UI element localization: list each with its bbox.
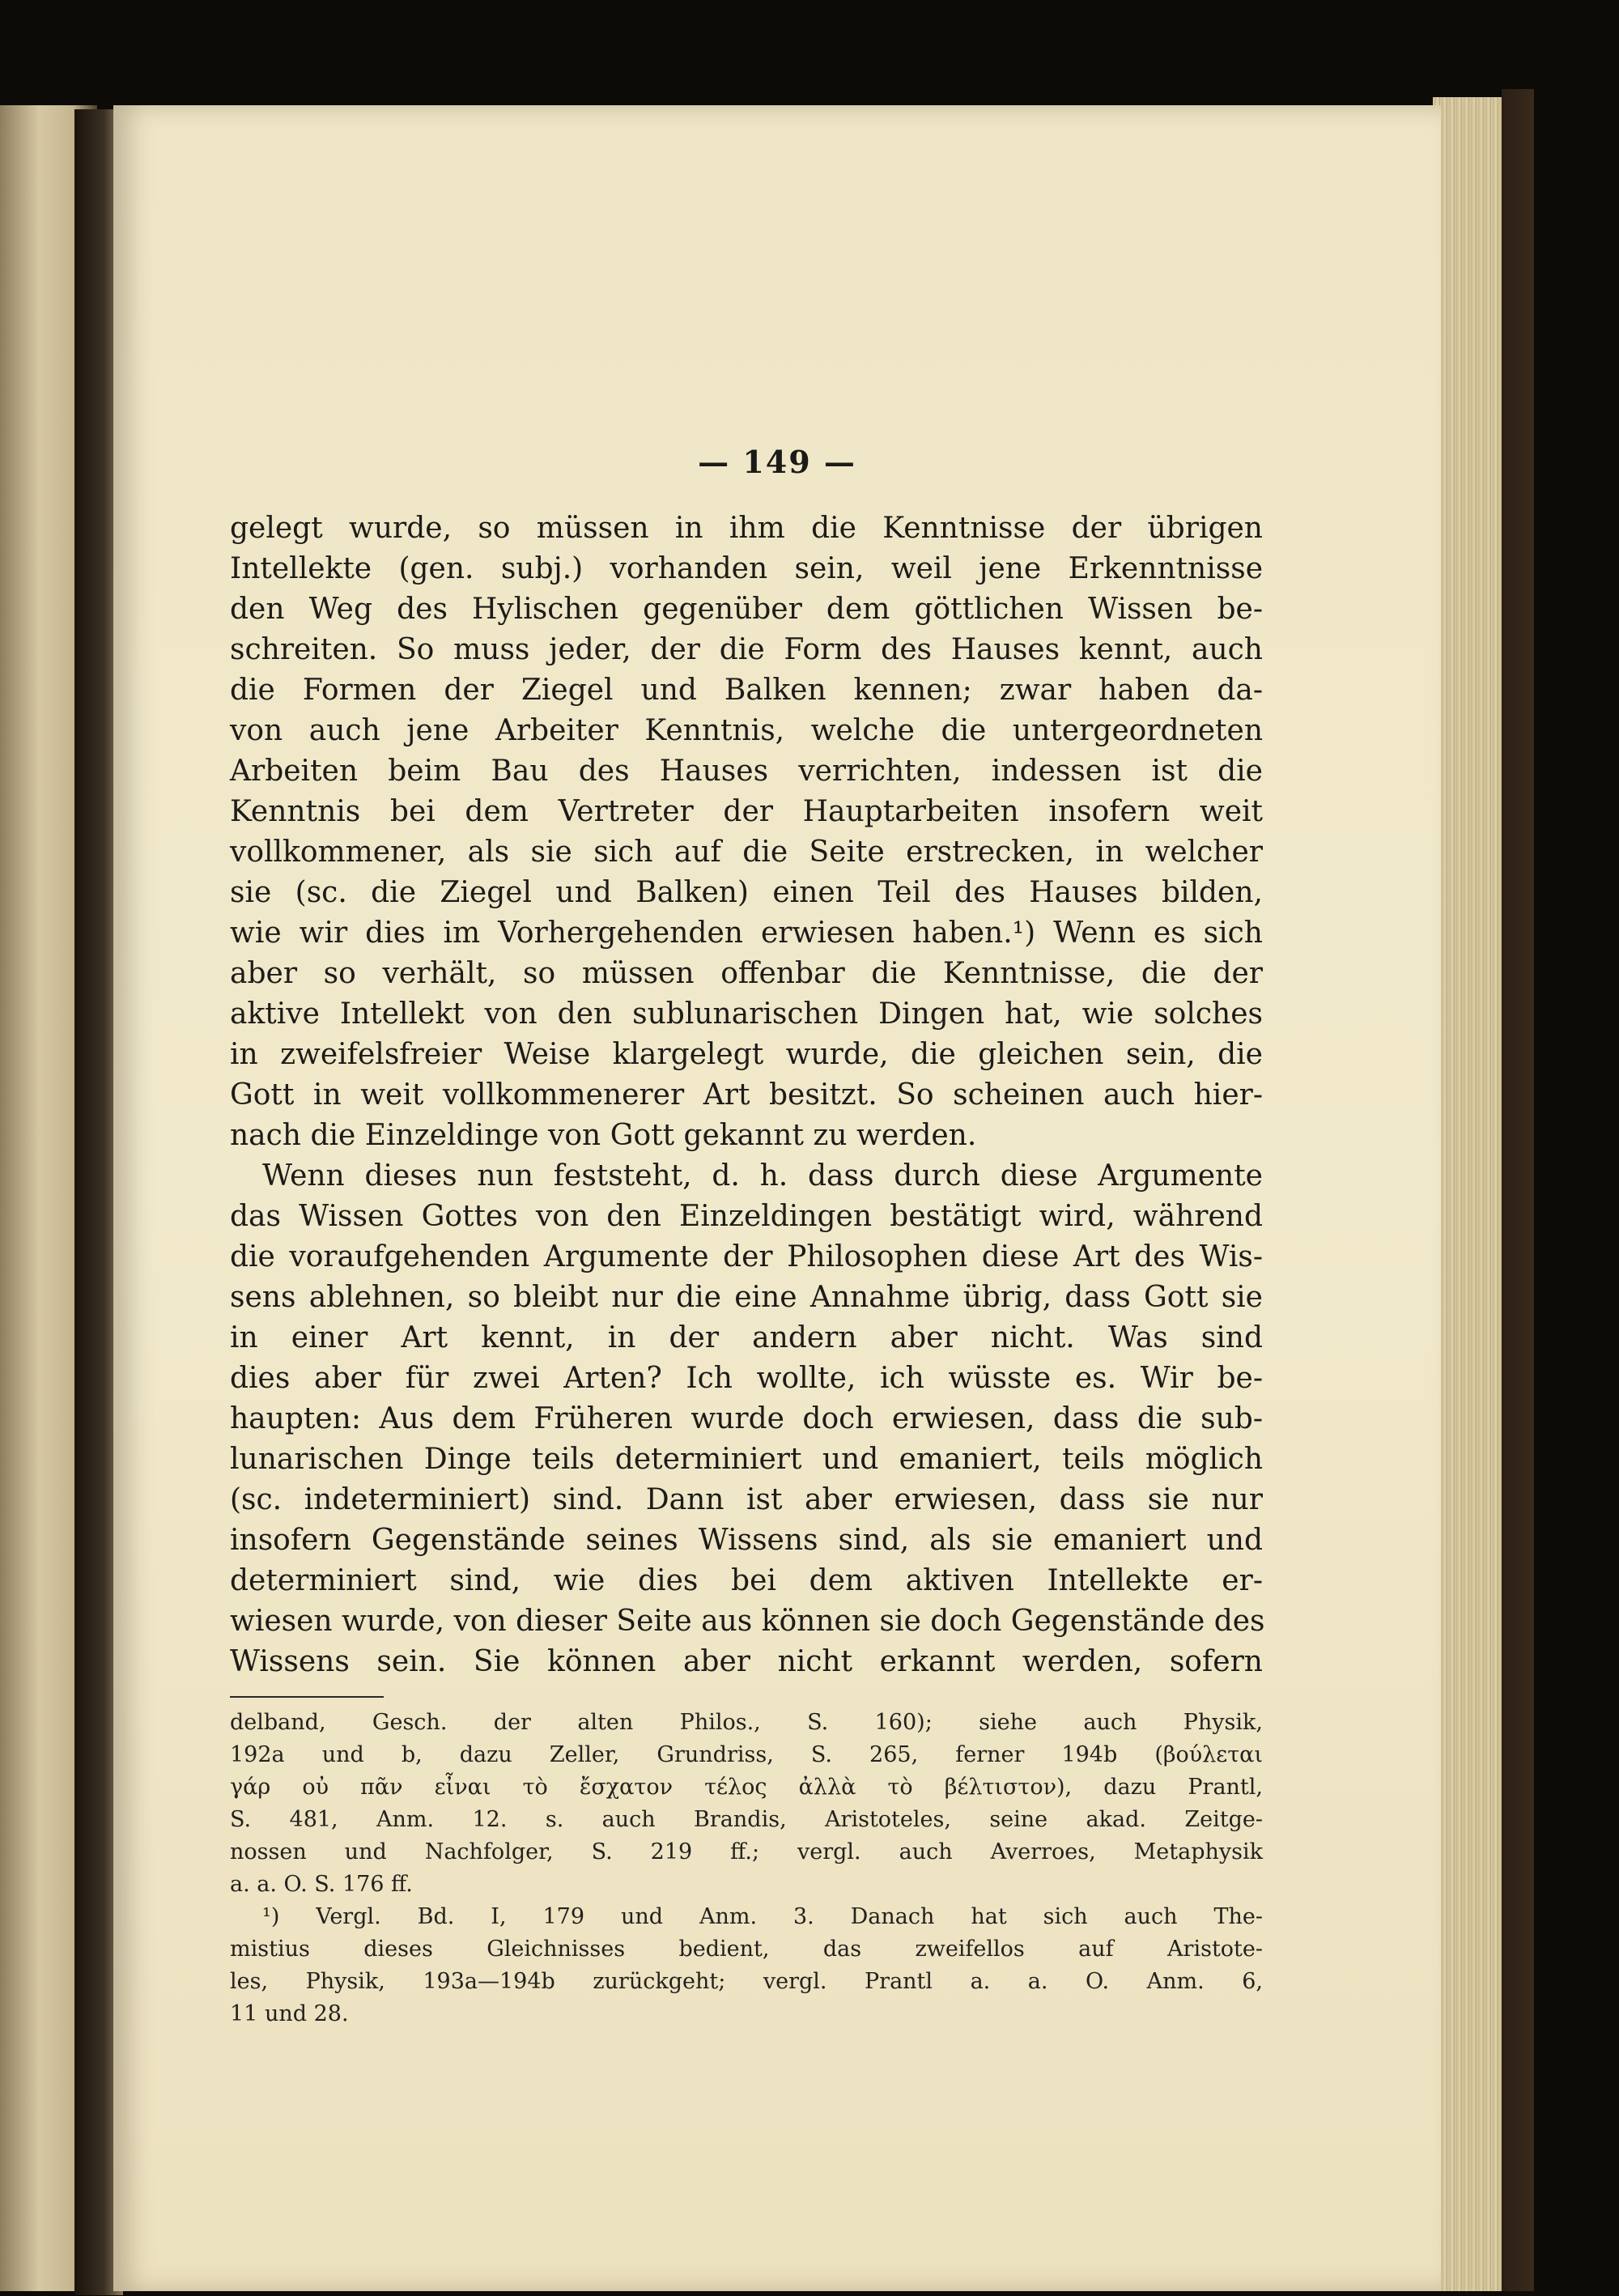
book-cover-edge <box>1502 89 1534 2291</box>
body-line: das Wissen Gottes von den Einzeldingen bestätigt wird, während <box>230 1200 1263 1233</box>
body-line: den Weg des Hylischen gegenüber dem göttlichen Wissen be- <box>230 593 1263 626</box>
body-line: von auch jene Arbeiter Kenntnis, welche die untergeordneten <box>230 714 1263 747</box>
body-line: Gott in weit vollkommenerer Art besitzt. So scheinen auch hier- <box>230 1078 1263 1112</box>
body-line: Wissens sein. Sie können aber nicht erkannt werden, sofern <box>230 1645 1263 1678</box>
body-line: sens ablehnen, so bleibt nur die eine Annahme übrig, dass Gott sie <box>230 1281 1263 1314</box>
body-line: (sc. indeterminiert) sind. Dann ist aber erwiesen, dass sie nur <box>230 1483 1263 1516</box>
body-line: haupten: Aus dem Früheren wurde doch erwiesen, dass die sub- <box>230 1402 1263 1435</box>
body-line: Kenntnis bei dem Vertreter der Hauptarbeiten insofern weit <box>230 795 1263 828</box>
body-line: Arbeiten beim Bau des Hauses verrichten, indessen ist die <box>230 755 1263 788</box>
body-line: determiniert sind, wie dies bei dem aktiven Intellekte er- <box>230 1564 1263 1597</box>
body-line: sie (sc. die Ziegel und Balken) einen Teil des Hauses bilden, <box>230 876 1263 909</box>
body-line: die voraufgehenden Argumente der Philosophen diese Art des Wis- <box>230 1240 1263 1273</box>
footnotes <box>230 1707 1263 2030</box>
body-line: schreiten. So muss jeder, der die Form des Hauses kennt, auch <box>230 633 1263 666</box>
footnote-line: mistius dieses Gleichnisses bedient, das zweifellos auf Aristote- <box>230 1937 1263 1962</box>
body-line: gelegt wurde, so müssen in ihm die Kenntnisse der übrigen <box>230 512 1263 545</box>
footnote-line: nossen und Nachfolger, S. 219 ff.; vergl. auch Averroes, Metaphysik <box>230 1839 1263 1864</box>
page-number: — 149 — <box>698 444 856 480</box>
book-page <box>113 105 1441 2291</box>
page-block-edges <box>1433 97 1506 2291</box>
body-line: die Formen der Ziegel und Balken kennen; zwar haben da- <box>230 674 1263 707</box>
body-line: insofern Gegenstände seines Wissens sind, als sie emaniert und <box>230 1524 1263 1557</box>
body-line: aktive Intellekt von den sublunarischen Dingen hat, wie solches <box>230 997 1263 1031</box>
body-line: Intellekte (gen. subj.) vorhanden sein, weil jene Erkenntnisse <box>230 552 1263 585</box>
footnote-line: γάρ οὐ πᾶν εἶναι τὸ ἔσχατον τέλος ἀλλὰ τὸ βέλτιστον), dazu Prantl, <box>230 1775 1263 1800</box>
body-line: in einer Art kennt, in der andern aber nicht. Was sind <box>230 1321 1263 1354</box>
body-line: nach die Einzeldinge von Gott gekannt zu werden. <box>230 1119 977 1152</box>
footnote-line: 192a und b, dazu Zeller, Grundriss, S. 265, ferner 194b (βούλεται <box>230 1742 1263 1767</box>
body-line: Wenn dieses nun feststeht, d. h. dass durch diese Argumente <box>262 1159 1263 1193</box>
footnote-line: a. a. O. S. 176 ff. <box>230 1872 413 1897</box>
footnote-rule <box>230 1696 384 1698</box>
body-line: dies aber für zwei Arten? Ich wollte, ich wüsste es. Wir be- <box>230 1362 1263 1395</box>
footnote-line: 11 und 28. <box>230 2001 349 2026</box>
body-text <box>230 508 1263 1682</box>
footnote-line: delband, Gesch. der alten Philos., S. 160); siehe auch Physik, <box>230 1710 1263 1735</box>
footnote-line: ¹) Vergl. Bd. I, 179 und Anm. 3. Danach hat sich auch The- <box>262 1904 1263 1929</box>
footnote-line: les, Physik, 193a—194b zurückgeht; vergl. Prantl a. a. O. Anm. 6, <box>230 1969 1263 1994</box>
body-line: wie wir dies im Vorhergehenden erwiesen haben.¹) Wenn es sich <box>230 916 1263 950</box>
body-line: vollkommener, als sie sich auf die Seite erstrecken, in welcher <box>230 835 1263 869</box>
body-line: in zweifelsfreier Weise klargelegt wurde, die gleichen sein, die <box>230 1038 1263 1071</box>
body-line: wiesen wurde, von dieser Seite aus können sie doch Gegenstände des <box>230 1605 1265 1638</box>
body-line: aber so verhält, so müssen offenbar die Kenntnisse, die der <box>230 957 1263 990</box>
body-line: lunarischen Dinge teils determiniert und emaniert, teils möglich <box>230 1443 1263 1476</box>
footnote-line: S. 481, Anm. 12. s. auch Brandis, Aristoteles, seine akad. Zeitge- <box>230 1807 1263 1832</box>
